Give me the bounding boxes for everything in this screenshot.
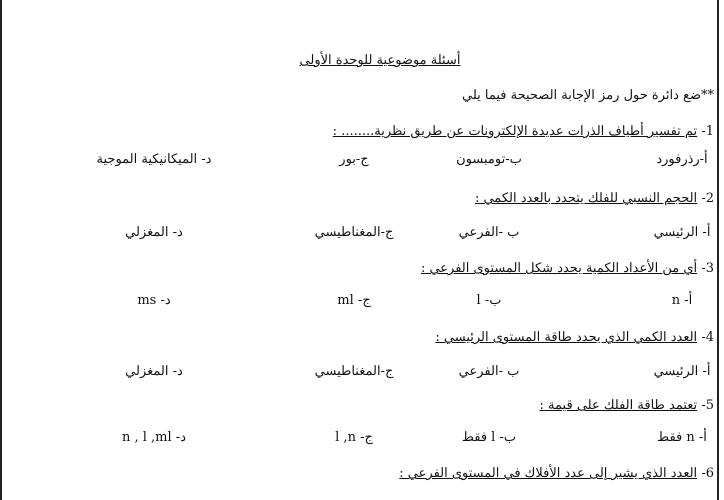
q5-option-d[interactable]: د- n , l ,ml: [121, 430, 187, 445]
question-text: تم تفسير أطياف الذرات عديدة الإلكترونات عن طريق نظرية........ :: [332, 124, 698, 139]
q3-option-b[interactable]: ب- l: [476, 293, 502, 308]
q4-option-d[interactable]: د- المغزلي: [125, 364, 183, 379]
q2-option-c[interactable]: ج-المغناطيسي: [314, 225, 394, 240]
instruction-text: **ضع دائرة حول رمز الإجابة الصحيحة فيما يلي: [461, 88, 714, 103]
question-number: 3-: [701, 261, 714, 276]
question-number: 5-: [701, 398, 714, 413]
worksheet-title: أسئلة موضوعية للوحدة الأولى: [299, 53, 461, 68]
q5-option-a[interactable]: أ- n فقط: [657, 430, 707, 445]
q3-option-d[interactable]: د- ms: [137, 293, 171, 308]
q4-option-b[interactable]: ب -الفرعي: [458, 364, 520, 379]
q3-option-c[interactable]: ج- ml: [337, 293, 371, 308]
question-text: أي من الأعداد الكمية يحدد شكل المستوى الفرعي :: [420, 261, 698, 276]
question-2: [475, 191, 714, 206]
q1-option-a[interactable]: أ-رذرفورد: [656, 152, 708, 167]
q1-option-b[interactable]: ب-تومبسون: [456, 152, 522, 167]
q2-option-a[interactable]: أ- الرئيسي: [653, 225, 711, 240]
q4-option-a[interactable]: أ- الرئيسي: [653, 364, 711, 379]
question-number: 4-: [701, 330, 714, 345]
question-6: [399, 466, 714, 481]
question-4: [435, 330, 714, 345]
question-text: العدد الكمي الذي يحدد طاقة المستوى الرئيسي :: [435, 330, 698, 345]
q5-option-c[interactable]: ج- l ,n: [335, 430, 373, 445]
question-text: العدد الذي يشير إلى عدد الأفلاك في المستوى الفرعي :: [399, 466, 698, 481]
q4-option-c[interactable]: ج-المغناطيسي: [314, 364, 394, 379]
question-number: 6-: [701, 466, 714, 481]
question-number: 1-: [701, 124, 714, 139]
question-text: الحجم النسبي للفلك يتحدد بالعدد الكمي :: [474, 191, 698, 206]
question-3: [421, 261, 714, 276]
q1-option-c[interactable]: ج-بور: [339, 152, 369, 167]
question-5: [540, 398, 714, 413]
page-border-left: [0, 0, 2, 500]
question-number: 2-: [701, 191, 714, 206]
question-1: [333, 124, 714, 139]
question-text: تعتمد طاقة الفلك على قيمة :: [539, 398, 698, 413]
q5-option-b[interactable]: ب- l فقط: [461, 430, 517, 445]
q1-option-d[interactable]: د- الميكانيكية الموجية: [96, 152, 212, 167]
page-border-right: [717, 0, 719, 500]
q2-option-b[interactable]: ب -الفرعي: [458, 225, 520, 240]
q3-option-a[interactable]: أ- n: [671, 293, 693, 308]
q2-option-d[interactable]: د- المغزلي: [125, 225, 183, 240]
